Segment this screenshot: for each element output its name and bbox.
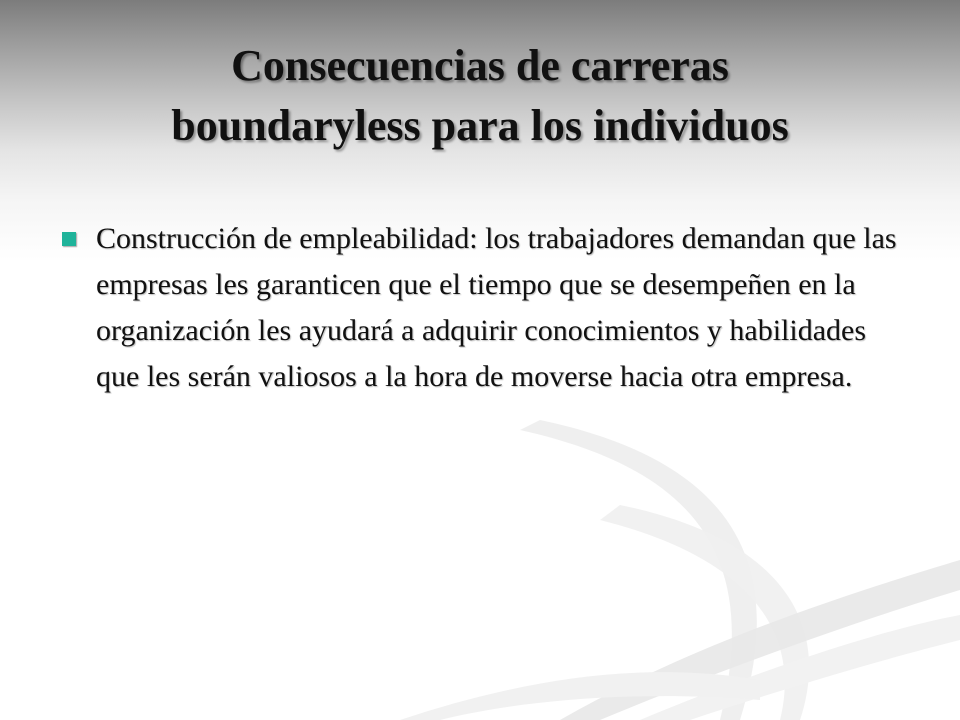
bullet-text: Construcción de empleabilidad: los trabajadores demandan que las empresas les garanticen que el tiempo que se desempeñen en la organización les ayudará a adquirir conocimientos y habilidades que les serán valiosos a la hora de moverse hacia otra empresa. — [96, 222, 897, 393]
slide-title-line-1: Consecuencias de carreras — [231, 41, 729, 90]
slide-title — [60, 36, 900, 156]
bullet-item — [60, 216, 910, 400]
slide-title-line-2: boundaryless para los individuos — [171, 101, 789, 150]
bullet-list — [60, 216, 910, 400]
square-bullet-icon — [62, 232, 76, 246]
